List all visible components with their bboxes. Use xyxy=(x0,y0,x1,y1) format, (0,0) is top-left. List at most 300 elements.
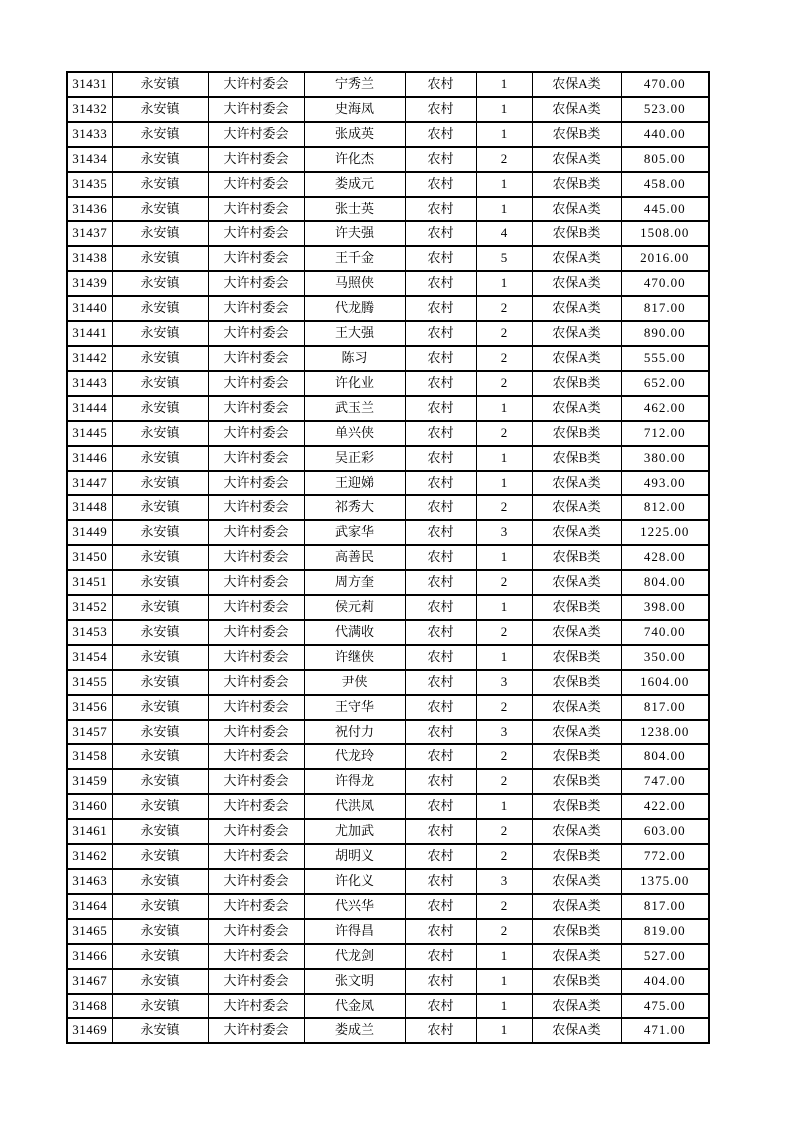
cell-amount: 1604.00 xyxy=(621,670,709,695)
cell-category: 农保A类 xyxy=(532,720,621,745)
cell-town: 永安镇 xyxy=(112,794,208,819)
cell-type: 农村 xyxy=(405,321,476,346)
table-row xyxy=(67,720,709,745)
cell-town: 永安镇 xyxy=(112,72,208,97)
cell-type: 农村 xyxy=(405,371,476,396)
cell-name: 娄成兰 xyxy=(304,1018,405,1043)
cell-count: 1 xyxy=(476,97,532,122)
cell-count: 4 xyxy=(476,221,532,246)
cell-serial: 31447 xyxy=(67,471,112,496)
cell-village: 大许村委会 xyxy=(208,695,304,720)
table-row xyxy=(67,271,709,296)
cell-type: 农村 xyxy=(405,221,476,246)
cell-count: 3 xyxy=(476,869,532,894)
cell-type: 农村 xyxy=(405,97,476,122)
cell-village: 大许村委会 xyxy=(208,421,304,446)
cell-name: 张士英 xyxy=(304,197,405,222)
cell-name: 史海凤 xyxy=(304,97,405,122)
cell-town: 永安镇 xyxy=(112,421,208,446)
table-row xyxy=(67,246,709,271)
cell-village: 大许村委会 xyxy=(208,471,304,496)
cell-town: 永安镇 xyxy=(112,869,208,894)
cell-name: 代洪凤 xyxy=(304,794,405,819)
cell-name: 王守华 xyxy=(304,695,405,720)
cell-type: 农村 xyxy=(405,296,476,321)
table-row xyxy=(67,570,709,595)
cell-serial: 31443 xyxy=(67,371,112,396)
cell-count: 2 xyxy=(476,296,532,321)
cell-village: 大许村委会 xyxy=(208,769,304,794)
table-row xyxy=(67,595,709,620)
cell-town: 永安镇 xyxy=(112,246,208,271)
cell-village: 大许村委会 xyxy=(208,994,304,1019)
cell-name: 尤加武 xyxy=(304,819,405,844)
cell-village: 大许村委会 xyxy=(208,72,304,97)
cell-serial: 31445 xyxy=(67,421,112,446)
cell-serial: 31432 xyxy=(67,97,112,122)
cell-count: 1 xyxy=(476,396,532,421)
cell-village: 大许村委会 xyxy=(208,620,304,645)
cell-serial: 31454 xyxy=(67,645,112,670)
cell-type: 农村 xyxy=(405,271,476,296)
cell-category: 农保A类 xyxy=(532,944,621,969)
cell-type: 农村 xyxy=(405,919,476,944)
cell-name: 代兴华 xyxy=(304,894,405,919)
cell-town: 永安镇 xyxy=(112,321,208,346)
cell-serial: 31444 xyxy=(67,396,112,421)
cell-type: 农村 xyxy=(405,72,476,97)
cell-type: 农村 xyxy=(405,122,476,147)
cell-amount: 817.00 xyxy=(621,296,709,321)
cell-type: 农村 xyxy=(405,944,476,969)
table-row xyxy=(67,969,709,994)
cell-amount: 398.00 xyxy=(621,595,709,620)
cell-amount: 1225.00 xyxy=(621,520,709,545)
cell-type: 农村 xyxy=(405,869,476,894)
cell-village: 大许村委会 xyxy=(208,919,304,944)
cell-serial: 31438 xyxy=(67,246,112,271)
cell-village: 大许村委会 xyxy=(208,371,304,396)
cell-serial: 31458 xyxy=(67,744,112,769)
cell-type: 农村 xyxy=(405,570,476,595)
cell-category: 农保A类 xyxy=(532,246,621,271)
cell-count: 1 xyxy=(476,197,532,222)
cell-town: 永安镇 xyxy=(112,670,208,695)
cell-name: 吴正彩 xyxy=(304,446,405,471)
cell-amount: 458.00 xyxy=(621,172,709,197)
cell-village: 大许村委会 xyxy=(208,819,304,844)
cell-category: 农保B类 xyxy=(532,371,621,396)
cell-count: 3 xyxy=(476,670,532,695)
cell-name: 张文明 xyxy=(304,969,405,994)
cell-serial: 31433 xyxy=(67,122,112,147)
cell-village: 大许村委会 xyxy=(208,1018,304,1043)
cell-category: 农保B类 xyxy=(532,221,621,246)
cell-town: 永安镇 xyxy=(112,271,208,296)
cell-serial: 31434 xyxy=(67,147,112,172)
cell-category: 农保A类 xyxy=(532,97,621,122)
cell-serial: 31446 xyxy=(67,446,112,471)
cell-name: 王千金 xyxy=(304,246,405,271)
cell-town: 永安镇 xyxy=(112,595,208,620)
cell-name: 许得龙 xyxy=(304,769,405,794)
cell-count: 5 xyxy=(476,246,532,271)
cell-category: 农保A类 xyxy=(532,520,621,545)
cell-serial: 31464 xyxy=(67,894,112,919)
cell-category: 农保A类 xyxy=(532,72,621,97)
cell-type: 农村 xyxy=(405,969,476,994)
cell-name: 许继侠 xyxy=(304,645,405,670)
table-row xyxy=(67,495,709,520)
cell-amount: 422.00 xyxy=(621,794,709,819)
table-row xyxy=(67,794,709,819)
cell-amount: 819.00 xyxy=(621,919,709,944)
cell-serial: 31452 xyxy=(67,595,112,620)
cell-village: 大许村委会 xyxy=(208,595,304,620)
table-row xyxy=(67,670,709,695)
cell-count: 1 xyxy=(476,969,532,994)
cell-type: 农村 xyxy=(405,446,476,471)
cell-category: 农保A类 xyxy=(532,819,621,844)
cell-serial: 31468 xyxy=(67,994,112,1019)
cell-amount: 740.00 xyxy=(621,620,709,645)
cell-count: 3 xyxy=(476,520,532,545)
table-row xyxy=(67,1018,709,1043)
cell-name: 祝付力 xyxy=(304,720,405,745)
cell-village: 大许村委会 xyxy=(208,122,304,147)
cell-village: 大许村委会 xyxy=(208,794,304,819)
cell-count: 1 xyxy=(476,595,532,620)
cell-name: 尹侠 xyxy=(304,670,405,695)
cell-amount: 380.00 xyxy=(621,446,709,471)
cell-amount: 817.00 xyxy=(621,695,709,720)
cell-name: 代满收 xyxy=(304,620,405,645)
cell-type: 农村 xyxy=(405,545,476,570)
cell-serial: 31442 xyxy=(67,346,112,371)
table-row xyxy=(67,72,709,97)
cell-village: 大许村委会 xyxy=(208,720,304,745)
cell-type: 农村 xyxy=(405,172,476,197)
cell-town: 永安镇 xyxy=(112,545,208,570)
cell-count: 1 xyxy=(476,794,532,819)
cell-amount: 523.00 xyxy=(621,97,709,122)
cell-category: 农保B类 xyxy=(532,172,621,197)
cell-category: 农保A类 xyxy=(532,620,621,645)
cell-village: 大许村委会 xyxy=(208,296,304,321)
cell-amount: 804.00 xyxy=(621,744,709,769)
cell-name: 祁秀大 xyxy=(304,495,405,520)
cell-village: 大许村委会 xyxy=(208,147,304,172)
cell-amount: 470.00 xyxy=(621,72,709,97)
cell-type: 农村 xyxy=(405,421,476,446)
cell-count: 2 xyxy=(476,844,532,869)
cell-count: 1 xyxy=(476,72,532,97)
cell-serial: 31440 xyxy=(67,296,112,321)
cell-village: 大许村委会 xyxy=(208,944,304,969)
table-row xyxy=(67,819,709,844)
cell-type: 农村 xyxy=(405,794,476,819)
cell-amount: 812.00 xyxy=(621,495,709,520)
cell-village: 大许村委会 xyxy=(208,969,304,994)
table-row xyxy=(67,545,709,570)
cell-type: 农村 xyxy=(405,819,476,844)
cell-village: 大许村委会 xyxy=(208,246,304,271)
cell-count: 2 xyxy=(476,421,532,446)
cell-serial: 31466 xyxy=(67,944,112,969)
cell-amount: 475.00 xyxy=(621,994,709,1019)
cell-town: 永安镇 xyxy=(112,97,208,122)
cell-town: 永安镇 xyxy=(112,570,208,595)
cell-count: 2 xyxy=(476,919,532,944)
cell-amount: 1375.00 xyxy=(621,869,709,894)
cell-town: 永安镇 xyxy=(112,296,208,321)
cell-type: 农村 xyxy=(405,396,476,421)
cell-count: 2 xyxy=(476,147,532,172)
cell-count: 1 xyxy=(476,994,532,1019)
cell-village: 大许村委会 xyxy=(208,570,304,595)
cell-type: 农村 xyxy=(405,670,476,695)
cell-serial: 31449 xyxy=(67,520,112,545)
cell-category: 农保B类 xyxy=(532,421,621,446)
cell-count: 1 xyxy=(476,271,532,296)
table-row xyxy=(67,769,709,794)
cell-serial: 31451 xyxy=(67,570,112,595)
cell-amount: 555.00 xyxy=(621,346,709,371)
cell-amount: 772.00 xyxy=(621,844,709,869)
cell-category: 农保B类 xyxy=(532,769,621,794)
cell-serial: 31460 xyxy=(67,794,112,819)
cell-amount: 2016.00 xyxy=(621,246,709,271)
cell-category: 农保B类 xyxy=(532,645,621,670)
table-body xyxy=(67,72,709,1043)
cell-name: 胡明义 xyxy=(304,844,405,869)
cell-category: 农保B类 xyxy=(532,919,621,944)
cell-name: 陈习 xyxy=(304,346,405,371)
cell-category: 农保A类 xyxy=(532,271,621,296)
table-row xyxy=(67,296,709,321)
cell-type: 农村 xyxy=(405,147,476,172)
cell-type: 农村 xyxy=(405,695,476,720)
cell-village: 大许村委会 xyxy=(208,645,304,670)
cell-category: 农保B类 xyxy=(532,122,621,147)
cell-serial: 31467 xyxy=(67,969,112,994)
cell-amount: 603.00 xyxy=(621,819,709,844)
cell-serial: 31435 xyxy=(67,172,112,197)
cell-town: 永安镇 xyxy=(112,744,208,769)
cell-village: 大许村委会 xyxy=(208,197,304,222)
cell-amount: 652.00 xyxy=(621,371,709,396)
table-row xyxy=(67,520,709,545)
cell-count: 2 xyxy=(476,570,532,595)
cell-village: 大许村委会 xyxy=(208,545,304,570)
cell-type: 农村 xyxy=(405,994,476,1019)
cell-category: 农保B类 xyxy=(532,595,621,620)
cell-serial: 31463 xyxy=(67,869,112,894)
cell-town: 永安镇 xyxy=(112,695,208,720)
cell-village: 大许村委会 xyxy=(208,446,304,471)
table-row xyxy=(67,147,709,172)
cell-village: 大许村委会 xyxy=(208,97,304,122)
cell-amount: 817.00 xyxy=(621,894,709,919)
cell-amount: 350.00 xyxy=(621,645,709,670)
cell-village: 大许村委会 xyxy=(208,670,304,695)
cell-amount: 428.00 xyxy=(621,545,709,570)
cell-amount: 747.00 xyxy=(621,769,709,794)
cell-count: 2 xyxy=(476,371,532,396)
cell-town: 永安镇 xyxy=(112,172,208,197)
cell-name: 许化杰 xyxy=(304,147,405,172)
benefits-table xyxy=(66,71,710,1044)
table-row xyxy=(67,122,709,147)
cell-town: 永安镇 xyxy=(112,122,208,147)
cell-name: 许夫强 xyxy=(304,221,405,246)
cell-count: 1 xyxy=(476,172,532,197)
cell-amount: 804.00 xyxy=(621,570,709,595)
cell-count: 1 xyxy=(476,545,532,570)
cell-type: 农村 xyxy=(405,1018,476,1043)
cell-count: 2 xyxy=(476,769,532,794)
cell-count: 2 xyxy=(476,620,532,645)
table-row xyxy=(67,695,709,720)
cell-count: 1 xyxy=(476,446,532,471)
cell-town: 永安镇 xyxy=(112,147,208,172)
cell-town: 永安镇 xyxy=(112,346,208,371)
cell-count: 2 xyxy=(476,819,532,844)
cell-count: 2 xyxy=(476,495,532,520)
cell-name: 王迎娣 xyxy=(304,471,405,496)
cell-type: 农村 xyxy=(405,645,476,670)
cell-count: 1 xyxy=(476,1018,532,1043)
table-row xyxy=(67,197,709,222)
table-row xyxy=(67,919,709,944)
cell-amount: 462.00 xyxy=(621,396,709,421)
cell-category: 农保B类 xyxy=(532,446,621,471)
cell-name: 高善民 xyxy=(304,545,405,570)
cell-type: 农村 xyxy=(405,346,476,371)
cell-town: 永安镇 xyxy=(112,620,208,645)
cell-category: 农保B类 xyxy=(532,844,621,869)
cell-town: 永安镇 xyxy=(112,944,208,969)
cell-town: 永安镇 xyxy=(112,520,208,545)
cell-type: 农村 xyxy=(405,595,476,620)
cell-count: 1 xyxy=(476,471,532,496)
cell-serial: 31436 xyxy=(67,197,112,222)
cell-category: 农保A类 xyxy=(532,495,621,520)
cell-amount: 404.00 xyxy=(621,969,709,994)
cell-village: 大许村委会 xyxy=(208,520,304,545)
cell-type: 农村 xyxy=(405,246,476,271)
cell-category: 农保B类 xyxy=(532,670,621,695)
cell-amount: 1238.00 xyxy=(621,720,709,745)
cell-count: 2 xyxy=(476,695,532,720)
cell-type: 农村 xyxy=(405,520,476,545)
cell-town: 永安镇 xyxy=(112,446,208,471)
cell-village: 大许村委会 xyxy=(208,221,304,246)
cell-town: 永安镇 xyxy=(112,495,208,520)
cell-type: 农村 xyxy=(405,720,476,745)
cell-type: 农村 xyxy=(405,620,476,645)
cell-village: 大许村委会 xyxy=(208,894,304,919)
cell-town: 永安镇 xyxy=(112,844,208,869)
cell-town: 永安镇 xyxy=(112,894,208,919)
cell-category: 农保B类 xyxy=(532,969,621,994)
cell-name: 代龙玲 xyxy=(304,744,405,769)
cell-town: 永安镇 xyxy=(112,819,208,844)
cell-category: 农保B类 xyxy=(532,744,621,769)
cell-name: 侯元莉 xyxy=(304,595,405,620)
cell-type: 农村 xyxy=(405,197,476,222)
cell-serial: 31459 xyxy=(67,769,112,794)
cell-village: 大许村委会 xyxy=(208,321,304,346)
cell-serial: 31465 xyxy=(67,919,112,944)
cell-serial: 31461 xyxy=(67,819,112,844)
cell-amount: 712.00 xyxy=(621,421,709,446)
table-row xyxy=(67,172,709,197)
table-row xyxy=(67,944,709,969)
cell-count: 2 xyxy=(476,894,532,919)
cell-category: 农保A类 xyxy=(532,994,621,1019)
cell-serial: 31450 xyxy=(67,545,112,570)
cell-name: 代龙剑 xyxy=(304,944,405,969)
cell-village: 大许村委会 xyxy=(208,495,304,520)
cell-village: 大许村委会 xyxy=(208,396,304,421)
cell-village: 大许村委会 xyxy=(208,744,304,769)
cell-serial: 31455 xyxy=(67,670,112,695)
cell-count: 2 xyxy=(476,346,532,371)
cell-category: 农保A类 xyxy=(532,1018,621,1043)
table-row xyxy=(67,221,709,246)
cell-count: 1 xyxy=(476,944,532,969)
cell-name: 武玉兰 xyxy=(304,396,405,421)
cell-count: 2 xyxy=(476,321,532,346)
cell-type: 农村 xyxy=(405,894,476,919)
cell-name: 王大强 xyxy=(304,321,405,346)
cell-category: 农保B类 xyxy=(532,545,621,570)
cell-amount: 493.00 xyxy=(621,471,709,496)
cell-town: 永安镇 xyxy=(112,645,208,670)
cell-category: 农保A类 xyxy=(532,894,621,919)
cell-category: 农保A类 xyxy=(532,570,621,595)
cell-serial: 31448 xyxy=(67,495,112,520)
table-row xyxy=(67,396,709,421)
cell-serial: 31469 xyxy=(67,1018,112,1043)
cell-type: 农村 xyxy=(405,844,476,869)
cell-count: 3 xyxy=(476,720,532,745)
table-row xyxy=(67,744,709,769)
cell-amount: 445.00 xyxy=(621,197,709,222)
cell-serial: 31439 xyxy=(67,271,112,296)
cell-serial: 31431 xyxy=(67,72,112,97)
cell-name: 张成英 xyxy=(304,122,405,147)
cell-count: 1 xyxy=(476,645,532,670)
cell-town: 永安镇 xyxy=(112,994,208,1019)
cell-category: 农保A类 xyxy=(532,471,621,496)
table-row xyxy=(67,869,709,894)
table-row xyxy=(67,645,709,670)
cell-name: 许化义 xyxy=(304,869,405,894)
cell-serial: 31441 xyxy=(67,321,112,346)
cell-amount: 805.00 xyxy=(621,147,709,172)
cell-town: 永安镇 xyxy=(112,221,208,246)
cell-type: 农村 xyxy=(405,744,476,769)
cell-village: 大许村委会 xyxy=(208,844,304,869)
cell-town: 永安镇 xyxy=(112,769,208,794)
cell-town: 永安镇 xyxy=(112,471,208,496)
cell-name: 武家华 xyxy=(304,520,405,545)
table-row xyxy=(67,421,709,446)
table-row xyxy=(67,97,709,122)
cell-serial: 31456 xyxy=(67,695,112,720)
